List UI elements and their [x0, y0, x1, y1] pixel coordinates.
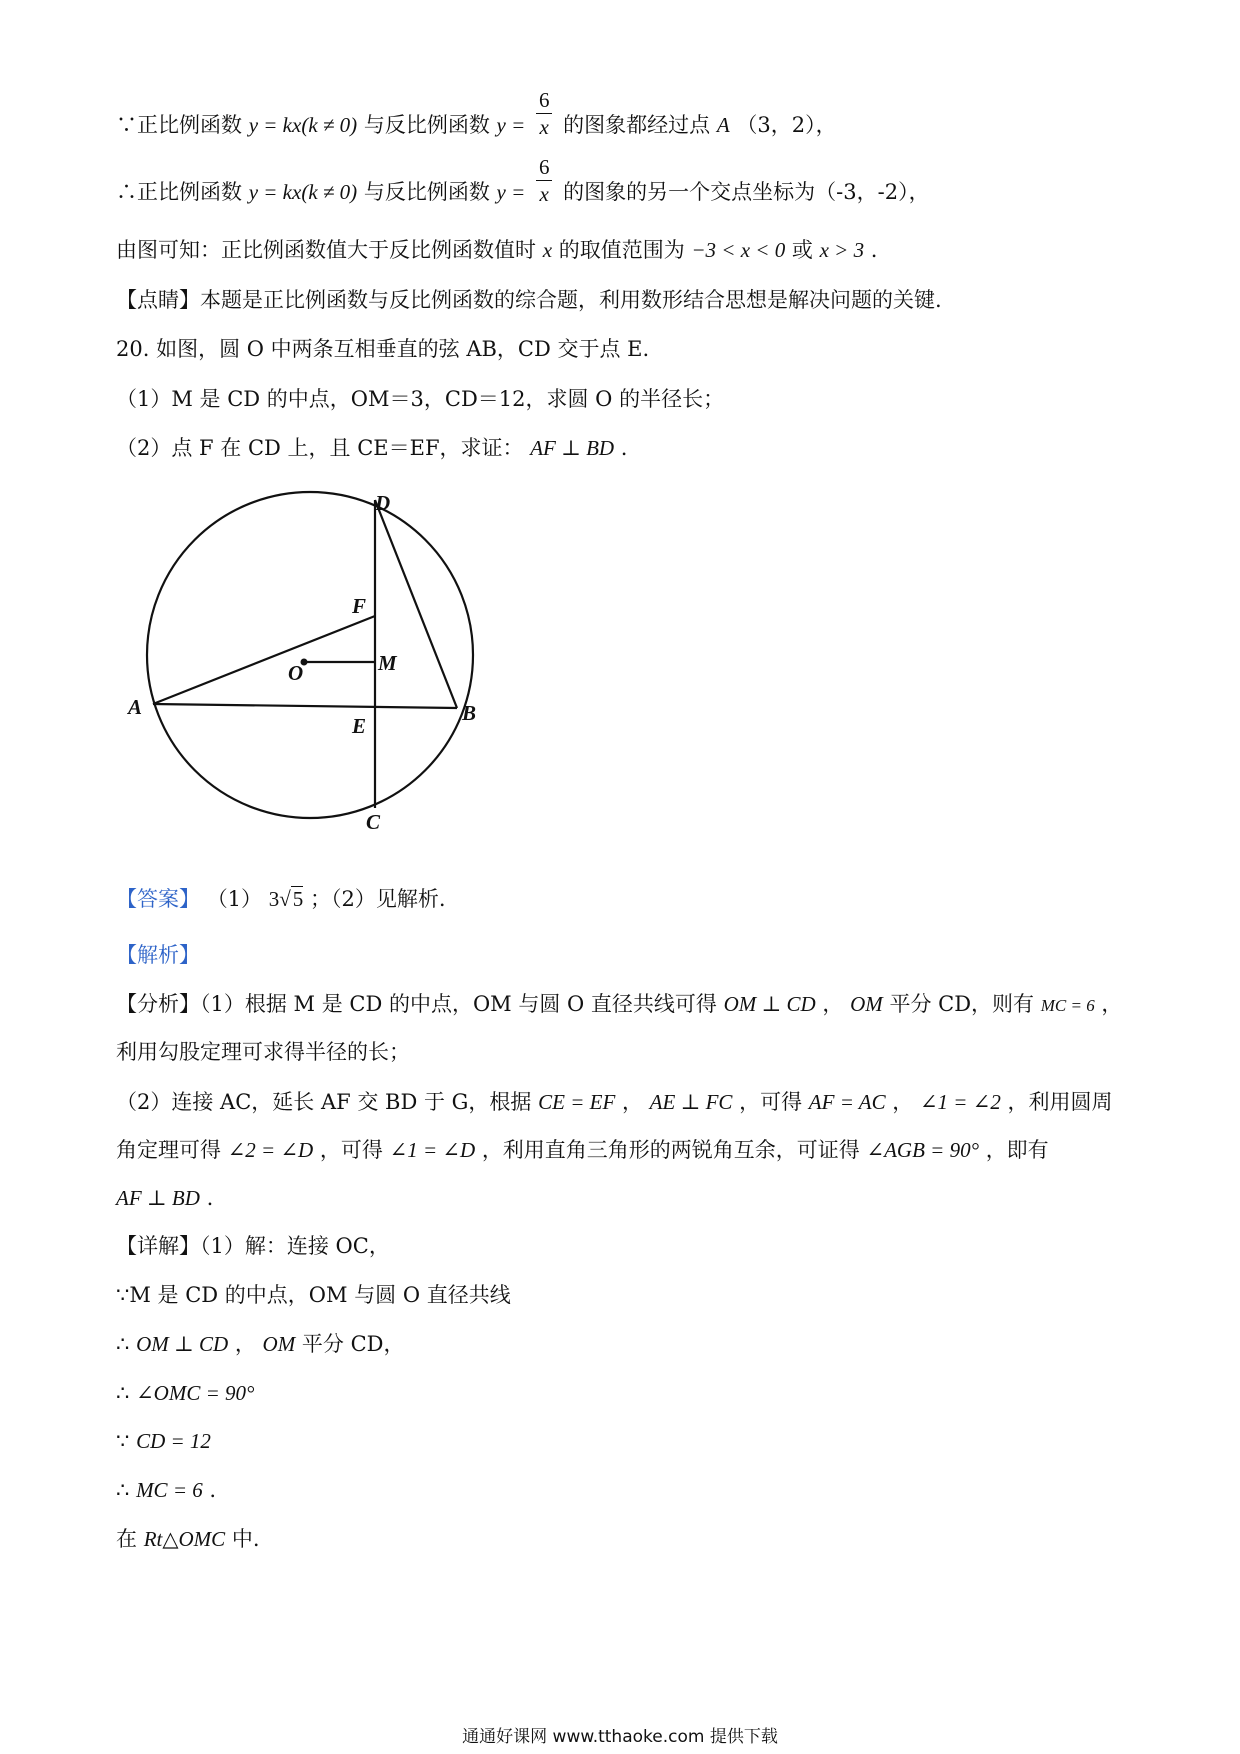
math-expr: AE ⊥ FC — [649, 1090, 733, 1114]
text-span: ∴正比例函数 — [116, 180, 242, 204]
text-span: ，可得 — [739, 1090, 803, 1114]
chord-ab — [153, 704, 457, 708]
math-expr: ∠1 = ∠2 — [919, 1090, 1001, 1114]
text-line-3 — [116, 236, 877, 264]
text-span: 在 — [116, 1527, 137, 1551]
analysis-line-5 — [116, 1184, 213, 1212]
segment-af — [153, 616, 375, 704]
text-span: （1） — [206, 887, 263, 911]
dianjing-line: 【点睛】本题是正比例函数与反比例函数的综合题，利用数形结合思想是解决问题的关键. — [116, 288, 942, 312]
answer-line — [116, 885, 446, 913]
label-d: D — [375, 491, 391, 515]
text-span: 【分析】（1）根据 M 是 CD 的中点，OM 与圆 O 直径共线可得 — [116, 992, 717, 1016]
math-expr: ∠OMC = 90° — [136, 1381, 255, 1405]
math-expr: ∠AGB = 90° — [866, 1138, 979, 1162]
math-expr: OM ⊥ CD — [136, 1332, 229, 1356]
math-expr: MC = 6 — [1040, 996, 1095, 1015]
text-span: 的图象的另一个交点坐标为（-3，-2）， — [563, 180, 930, 204]
math-expr: −3 < x < 0 — [691, 238, 786, 262]
jiexi-tag: 【解析】 — [116, 943, 200, 967]
detail-line-4 — [116, 1379, 254, 1407]
text-span: 平分 CD，则有 — [889, 992, 1035, 1016]
text-span: 与反比例函数 — [363, 180, 490, 204]
question-20-title: 20. 如图，圆 O 中两条互相垂直的弦 AB，CD 交于点 E. — [116, 337, 650, 361]
fraction-numerator: 6 — [536, 87, 553, 114]
math-expr: 3 — [268, 887, 280, 911]
text-span: ， — [822, 992, 844, 1016]
sqrt-expr: √5 — [279, 887, 304, 911]
fraction-numerator: 6 — [536, 154, 553, 181]
text-span: ，利用直角三角形的两锐角互余，可证得 — [481, 1138, 860, 1162]
label-b: B — [462, 701, 477, 725]
label-c: C — [366, 810, 381, 834]
detail-line-2: ∵M 是 CD 的中点，OM 与圆 O 直径共线 — [116, 1283, 511, 1307]
math-expr: MC = 6 — [136, 1478, 203, 1502]
text-span: 或 — [791, 238, 813, 262]
text-span: ∴ — [116, 1381, 130, 1405]
math-expr: AF = AC — [808, 1090, 886, 1114]
text-line-2 — [116, 155, 930, 207]
detail-line-7 — [116, 1525, 260, 1553]
text-span: 与反比例函数 — [363, 113, 490, 137]
text-span: 的取值范围为 — [558, 238, 685, 262]
page-footer: 通通好课网 www.tthaoke.com 提供下载 — [462, 1727, 778, 1747]
math-expr: AF ⊥ BD — [530, 436, 615, 460]
text-span: （2）连接 AC，延长 AF 交 BD 于 G，根据 — [116, 1090, 532, 1114]
text-span: ， — [234, 1332, 256, 1356]
question-20-part-1: （1）M 是 CD 的中点，OM＝3，CD＝12，求圆 O 的半径长； — [116, 387, 725, 411]
analysis-line-2: 利用勾股定理可求得半径的长； — [116, 1040, 410, 1064]
label-f: F — [352, 594, 367, 618]
math-expr: x > 3 — [819, 238, 865, 262]
circle-o — [147, 492, 473, 818]
label-e: E — [352, 714, 367, 738]
fraction-denominator: x — [539, 115, 549, 139]
text-span: 由图可知：正比例函数值大于反比例函数值时 — [116, 238, 536, 262]
label-a: A — [128, 695, 143, 719]
math-expr: OM — [262, 1332, 296, 1356]
label-m: M — [378, 651, 397, 675]
text-span: ∴ — [116, 1478, 130, 1502]
text-span: ， — [621, 1090, 643, 1114]
math-expr: CD = 12 — [136, 1429, 211, 1453]
text-span: . — [620, 436, 628, 460]
text-span: ∵正比例函数 — [116, 113, 242, 137]
text-span: ，可得 — [319, 1138, 383, 1162]
text-span: ∵ — [116, 1429, 130, 1453]
math-expr: x — [542, 238, 553, 262]
text-span: ，利用圆周 — [1007, 1090, 1113, 1114]
detail-line-1: 【详解】（1）解：连接 OC， — [116, 1234, 390, 1258]
label-o: O — [288, 661, 304, 685]
text-span: ， — [892, 1090, 914, 1114]
detail-line-3 — [116, 1330, 404, 1358]
math-expr: y = kx(k ≠ 0) — [248, 180, 358, 204]
question-20-part-2 — [116, 434, 627, 462]
detail-line-5 — [116, 1427, 211, 1455]
math-expr: y = — [496, 180, 526, 204]
math-expr: ∠1 = ∠D — [389, 1138, 476, 1162]
text-span: 角定理可得 — [116, 1138, 221, 1162]
text-span: ∴ — [116, 1332, 130, 1356]
text-span: 中. — [231, 1527, 260, 1551]
text-span: （2）点 F 在 CD 上，且 CE＝EF，求证： — [116, 436, 524, 460]
math-expr: ∠2 = ∠D — [227, 1138, 314, 1162]
math-expr: Rt△OMC — [143, 1527, 226, 1551]
text-span: 平分 CD， — [301, 1332, 405, 1356]
math-expr: OM — [850, 992, 883, 1016]
analysis-line-3 — [116, 1088, 1113, 1116]
math-expr: CE = EF — [538, 1090, 616, 1114]
fraction — [536, 154, 553, 207]
text-span: （3，2）， — [736, 113, 837, 137]
math-expr: OM ⊥ CD — [723, 992, 816, 1016]
text-span: ，即有 — [985, 1138, 1049, 1162]
analysis-line-1 — [116, 990, 1122, 1020]
answer-tag: 【答案】 — [116, 887, 200, 911]
text-span: 的图象都经过点 — [563, 113, 711, 137]
text-span: ；（2）见解析. — [309, 887, 446, 911]
fraction — [536, 87, 553, 140]
detail-line-6 — [116, 1476, 216, 1504]
text-span: . — [870, 238, 878, 262]
math-expr: AF ⊥ BD — [116, 1186, 200, 1210]
math-expr: y = — [496, 113, 526, 137]
math-expr: y = kx(k ≠ 0) — [248, 113, 358, 137]
analysis-line-4 — [116, 1136, 1049, 1164]
radicand: 5 — [292, 887, 304, 911]
fraction-denominator: x — [539, 182, 549, 206]
geometry-figure — [120, 480, 500, 840]
math-expr: A — [716, 113, 730, 137]
text-span: . — [206, 1186, 214, 1210]
text-line-1 — [116, 88, 837, 140]
text-span: ， — [1101, 992, 1123, 1016]
text-span: . — [209, 1478, 217, 1502]
